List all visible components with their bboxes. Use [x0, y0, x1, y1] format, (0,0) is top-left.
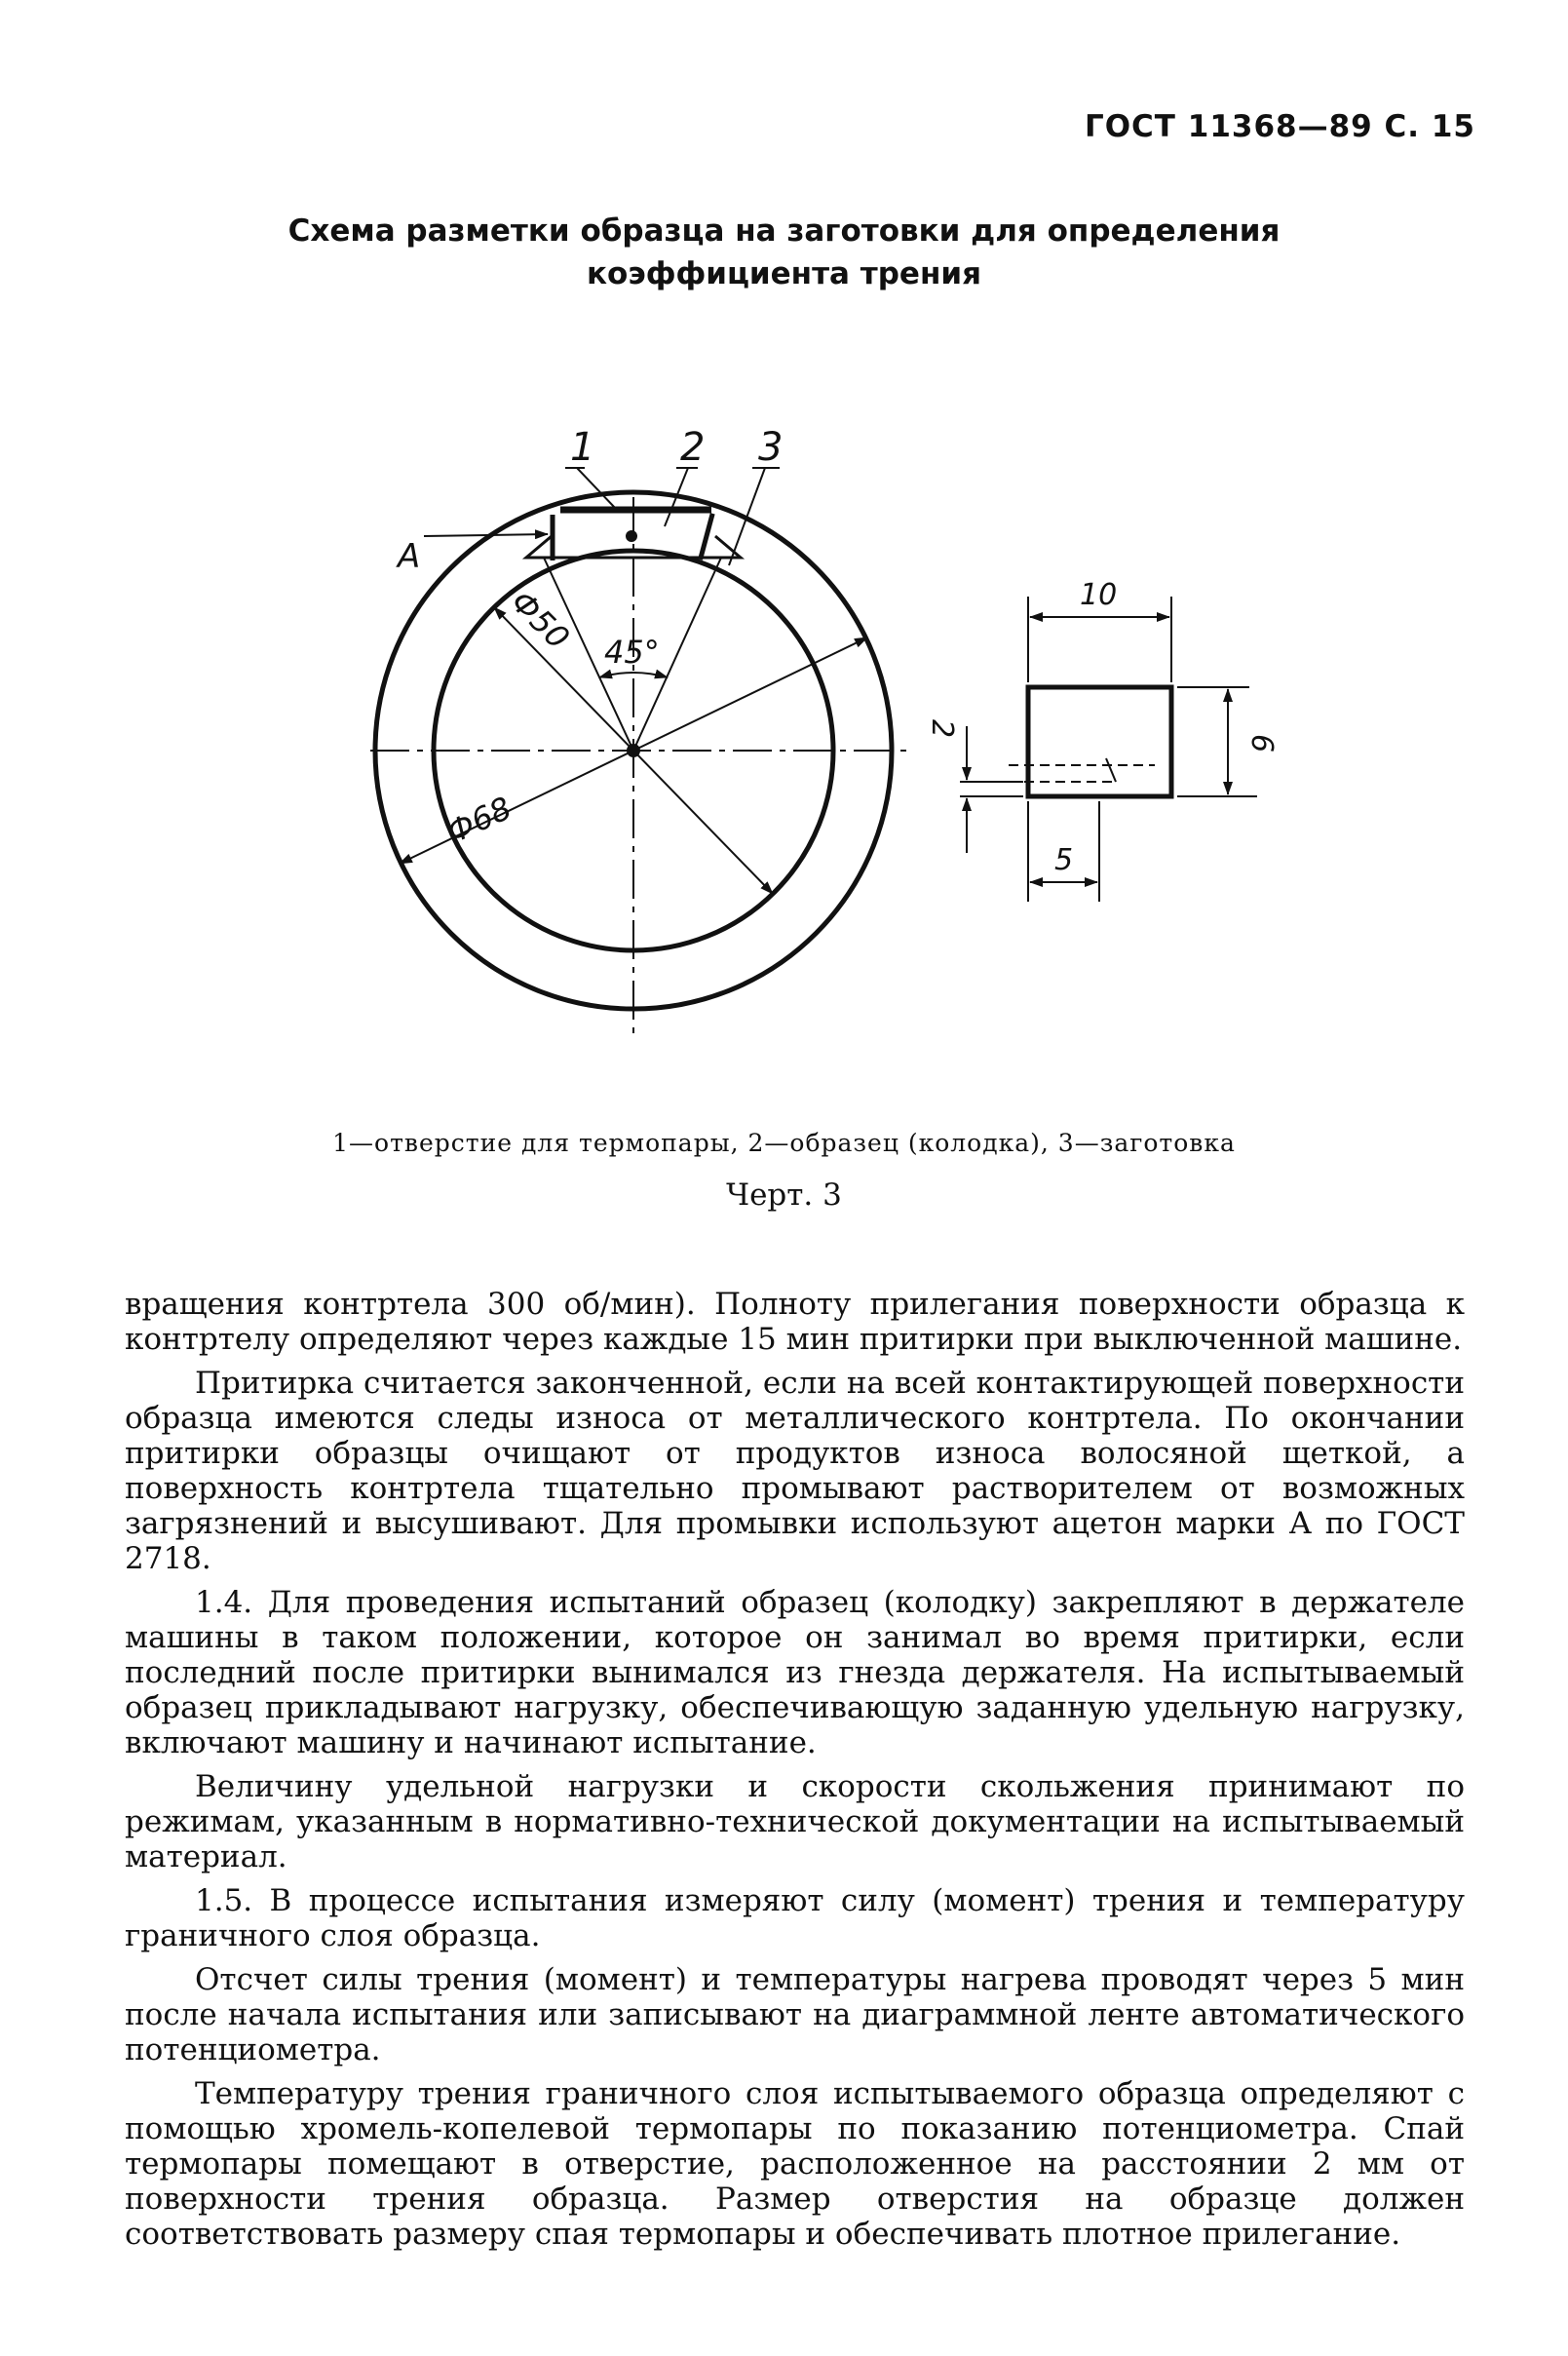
figure-title-line2: коэффициента трения	[587, 256, 981, 291]
sample-detail	[960, 597, 1257, 902]
dim-2: 2	[925, 719, 959, 739]
paragraph: Отсчет силы трения (момент) и температуры нагрева проводят через 5 мин после начала испытания или записывают на диаграммной ленте автоматического потенциометра.	[125, 1962, 1465, 2067]
center-point	[627, 744, 640, 757]
paragraph: вращения контртела 300 об/мин). Полноту прилегания поверхности образца к контртелу определяют через каждые 15 мин притирки при выключенной машине.	[125, 1287, 1465, 1357]
thermocouple-hole	[626, 530, 637, 542]
figure-title	[0, 210, 1568, 295]
dim-6: 6	[1244, 734, 1279, 753]
label-d50: Ф50	[503, 583, 577, 657]
page-header: ГОСТ 11368—89 С. 15	[1084, 109, 1475, 144]
paragraph: Величину удельной нагрузки и скорости скольжения принимают по режимам, указанным в нормативно-технической документации на испытываемый материал.	[125, 1769, 1465, 1874]
label-d68: Ф68	[440, 789, 517, 851]
body-text	[125, 1287, 1465, 2260]
paragraph: 1.4. Для проведения испытаний образец (колодку) закрепляют в держателе машины в таком положении, которое он занимал во время притирки, если последний после притирки вынимался из гнезда держателя. На испытываемый образец прикладывают нагрузку, обеспечивающую заданную удельную нагрузку, включают машину и начинают испытание.	[125, 1585, 1465, 1760]
dim-5: 5	[1054, 843, 1074, 877]
paragraph: 1.5. В процессе испытания измеряют силу (момент) трения и температуру граничного слоя образца.	[125, 1883, 1465, 1953]
label-a: А	[398, 537, 421, 576]
dim-10: 10	[1080, 578, 1118, 612]
label-1: 1	[570, 425, 595, 470]
figure-caption: 1—отверстие для термопары, 2—образец (колодка), 3—заготовка	[332, 1129, 1236, 1157]
technical-drawing	[322, 419, 1296, 1053]
paragraph: Температуру трения граничного слоя испытываемого образца определяют с помощью хромель-копелевой термопары по показанию потенциометра. Спай термопары помещают в отверстие, расположенное на расстоянии 2 мм от поверхности трения образца. Размер отверстия на образце должен соответствовать размеру спая термопары и обеспечивать плотное прилегание.	[125, 2076, 1465, 2252]
label-3: 3	[758, 425, 784, 470]
paragraph: Притирка считается законченной, если на всей контактирующей поверхности образца имеются следы износа от металлического контртела. По окончании притирки образцы очищают от продуктов износа волосяной щеткой, а поверхность контртела тщательно промывают растворителем от возможных загрязнений и высушивают. Для промывки используют ацетон марки А по ГОСТ 2718.	[125, 1366, 1465, 1576]
figure-number: Черт. 3	[726, 1178, 842, 1213]
figure-title-line1: Схема разметки образца на заготовки для определения	[287, 213, 1281, 249]
label-2: 2	[680, 425, 706, 470]
label-angle: 45°	[604, 634, 660, 671]
ring-blank	[370, 419, 906, 1033]
